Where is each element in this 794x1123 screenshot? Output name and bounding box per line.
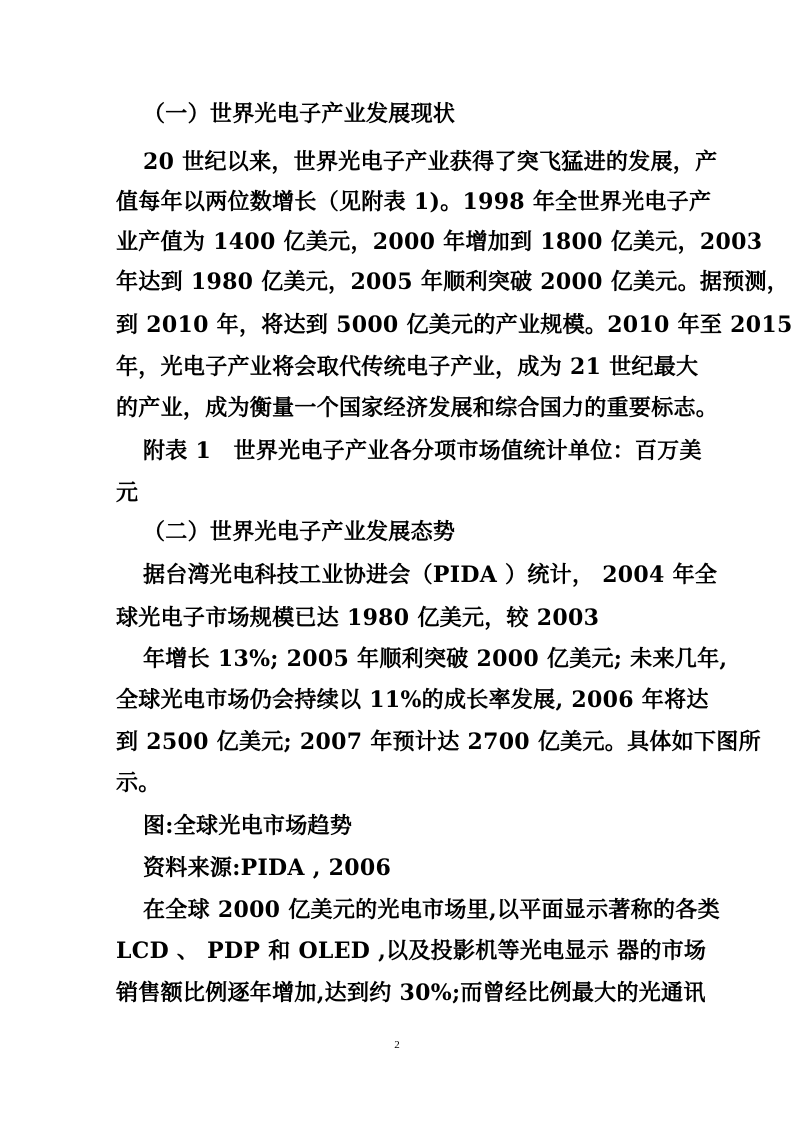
paragraph-line: 全球光电市场仍会持续以 11%的成长率发展, 2006 年将达 <box>116 687 709 713</box>
table-caption-continued: 元 <box>116 480 139 506</box>
paragraph-line: 示。 <box>116 770 161 796</box>
paragraph-line: 据台湾光电科技工业协进会（PIDA ）统计， 2004 年全 <box>143 562 718 588</box>
paragraph-line: LCD 、 PDP 和 OLED ,以及投影机等光电显示 器的市场 <box>116 938 707 964</box>
figure-source: 资料来源:PIDA , 2006 <box>143 855 392 881</box>
paragraph-line: 到 2010 年，将达到 5000 亿美元的产业规模。2010 年至 2015 <box>116 312 793 338</box>
paragraph-line: 值每年以两位数增长（见附表 1)。1998 年全世界光电子产 <box>116 189 712 215</box>
paragraph-line: 销售额比例逐年增加,达到约 30%;而曾经比例最大的光通讯 <box>116 980 706 1006</box>
paragraph-line: 年达到 1980 亿美元，2005 年顺利突破 2000 亿美元。据预测， <box>116 269 790 295</box>
figure-caption: 图:全球光电市场趋势 <box>143 813 353 839</box>
paragraph-line: 球光电子市场规模已达 1980 亿美元，较 2003 <box>116 605 600 631</box>
table-caption: 附表 1 世界光电子产业各分项市场值统计单位：百万美 <box>143 438 702 464</box>
paragraph-line: 年，光电子产业将会取代传统电子产业，成为 21 世纪最大 <box>116 354 699 380</box>
paragraph-line: 到 2500 亿美元; 2007 年预计达 2700 亿美元。具体如下图所 <box>116 729 761 755</box>
section-heading-1: （一）世界光电子产业发展现状 <box>143 101 456 127</box>
section-heading-2: （二）世界光电子产业发展态势 <box>143 519 456 545</box>
paragraph-line: 20 世纪以来，世界光电子产业获得了突飞猛进的发展，产 <box>143 149 718 175</box>
paragraph-line: 业产值为 1400 亿美元，2000 年增加到 1800 亿美元，2003 <box>116 229 763 255</box>
paragraph-line: 的产业，成为衡量一个国家经济发展和综合国力的重要标志。 <box>116 395 719 421</box>
page-number: 2 <box>394 1039 400 1051</box>
paragraph-line: 年增长 13%; 2005 年顺利突破 2000 亿美元; 未来几年, <box>143 646 728 672</box>
paragraph-line: 在全球 2000 亿美元的光电市场里,以平面显示著称的各类 <box>143 897 720 923</box>
